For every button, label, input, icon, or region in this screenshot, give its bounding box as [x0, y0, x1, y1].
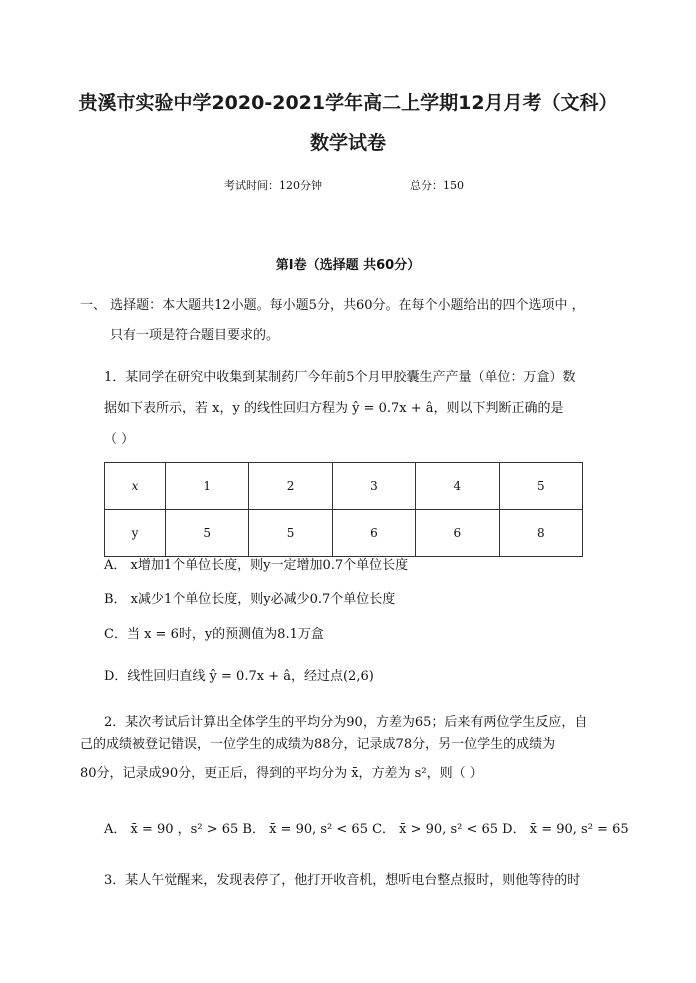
exam-time: 考试时间：120分钟: [224, 179, 322, 192]
total-score: 总分：150: [410, 179, 464, 192]
section-title: 第Ⅰ卷（选择题 共60分）: [275, 258, 421, 273]
q1-option-a: A． x增加1个单位长度，则y一定增加0.7个单位长度: [104, 558, 409, 573]
table-cell: 5: [499, 463, 582, 510]
table-cell: 1: [166, 463, 249, 510]
table-cell: 6: [332, 510, 415, 557]
q1-text-1: 1．某同学在研究中收集到某制药厂今年前5个月甲胶囊生产产量（单位：万盒）数: [104, 370, 576, 385]
table-row: [105, 510, 583, 557]
exam-title: 贵溪市实验中学2020-2021学年高二上学期12月月考（文科）: [78, 92, 618, 114]
table-cell: 6: [416, 510, 499, 557]
exam-subtitle: 数学试卷: [309, 132, 386, 154]
q2-options: A． x̄ = 90 ，s² > 65 B． x̄ = 90, s² < 65 C． x̄ > 90, s² < 65 D． x̄ = 90, s² = 65: [104, 822, 629, 837]
table-cell: 4: [416, 463, 499, 510]
table-cell: 8: [499, 510, 582, 557]
section-instruction-2: 只有一项是符合题目要求的。: [110, 328, 280, 343]
q3-text-1: 3．某人午觉醒来，发现表停了，他打开收音机，想听电台整点报时，则他等待的时: [104, 873, 581, 888]
table-row: [105, 463, 583, 510]
table-cell: 5: [166, 510, 249, 557]
table-cell: 3: [332, 463, 415, 510]
table-cell: 2: [249, 463, 332, 510]
q1-option-b: B． x减少1个单位长度，则y必减少0.7个单位长度: [104, 592, 396, 607]
q2-text-2: 己的成绩被登记错误，一位学生的成绩为88分，记录成78分，另一位学生的成绩为: [80, 737, 556, 752]
q1-option-d: D．线性回归直线 ŷ = 0.7x + â，经过点(2,6): [104, 669, 374, 684]
table-cell: 5: [249, 510, 332, 557]
q2-text-1: 2．某次考试后计算出全体学生的平均分为90，方差为65；后来有两位学生反应，自: [104, 715, 588, 730]
section-instruction-1: 一、 选择题：本大题共12小题。每小题5分，共60分。在每个小题给出的四个选项中 ，: [80, 298, 585, 313]
row-label-x: x: [105, 463, 166, 510]
q1-option-c: C．当 x = 6时，y的预测值为8.1万盒: [104, 627, 324, 642]
row-label-y: y: [105, 510, 166, 557]
q2-text-3: 80分，记录成90分，更正后，得到的平均分为 x̄，方差为 s²，则（ ）: [80, 766, 483, 781]
q1-text-3: （ ）: [104, 432, 135, 447]
q1-text-2: 据如下表所示，若 x，y 的线性回归方程为 ŷ = 0.7x + â，则以下判断正确的是: [104, 401, 564, 416]
data-table: [104, 462, 583, 557]
